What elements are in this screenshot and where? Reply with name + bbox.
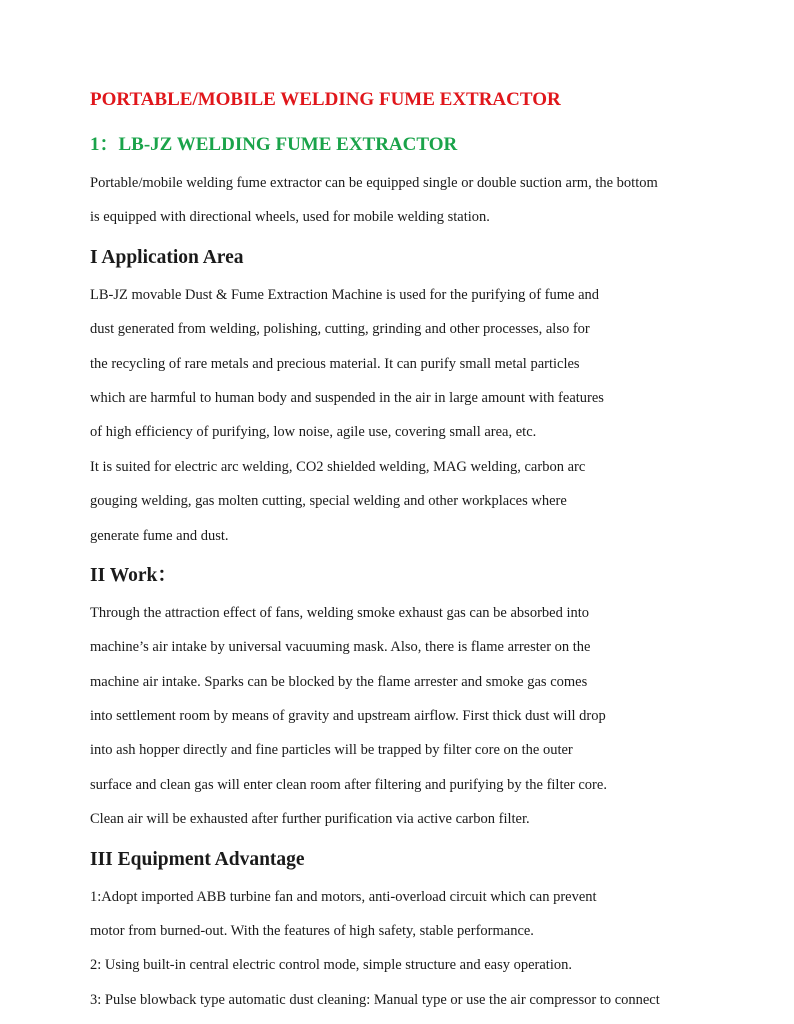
paragraph-line: the recycling of rare metals and precious material. It can purify small metal particles xyxy=(90,355,580,372)
paragraph-line: which are harmful to human body and suspended in the air in large amount with features xyxy=(90,389,604,406)
paragraph-line: machine air intake. Sparks can be blocked by the flame arrester and smoke gas comes xyxy=(90,673,588,690)
section-heading: II Work： xyxy=(90,564,177,586)
paragraph-line: into ash hopper directly and fine particles will be trapped by filter core on the outer xyxy=(90,742,573,759)
paragraph-line: LB-JZ movable Dust & Fume Extraction Machine is used for the purifying of fume and xyxy=(90,286,600,303)
intro-paragraph xyxy=(90,166,730,235)
section-equipment-advantage xyxy=(90,840,730,1018)
section-heading: III Equipment Advantage xyxy=(90,848,305,870)
paragraph-line: machine’s air intake by universal vacuuming mask. Also, there is flame arrester on the xyxy=(90,639,591,656)
paragraph-line: 2: Using built-in central electric control mode, simple structure and easy operation. xyxy=(90,957,572,974)
document-page xyxy=(90,86,730,1017)
paragraph-line: 3: Pulse blowback type automatic dust cleaning: Manual type or use the air compressor to connect xyxy=(90,991,660,1008)
paragraph-line: into settlement room by means of gravity and upstream airflow. First thick dust will drop xyxy=(90,708,606,725)
intro-line: is equipped with directional wheels, used for mobile welding station. xyxy=(90,209,490,226)
paragraph-line: surface and clean gas will enter clean room after filtering and purifying by the filter core. xyxy=(90,776,607,793)
document-title: PORTABLE/MOBILE WELDING FUME EXTRACTOR xyxy=(90,89,561,110)
paragraph-line: motor from burned-out. With the features of high safety, stable performance. xyxy=(90,923,534,940)
paragraph-line: generate fume and dust. xyxy=(90,527,229,544)
section-work xyxy=(90,556,730,837)
paragraph-line: 1:Adopt imported ABB turbine fan and motors, anti-overload circuit which can prevent xyxy=(90,888,597,905)
paragraph-line: It is suited for electric arc welding, CO2 shielded welding, MAG welding, carbon arc xyxy=(90,458,586,475)
product-title: 1：LB-JZ WELDING FUME EXTRACTOR xyxy=(90,134,458,155)
section-application-area xyxy=(90,238,730,553)
paragraph-line: gouging welding, gas molten cutting, special welding and other workplaces where xyxy=(90,493,567,510)
paragraph-line: Clean air will be exhausted after further purification via active carbon filter. xyxy=(90,811,530,828)
paragraph-line: dust generated from welding, polishing, cutting, grinding and other processes, also for xyxy=(90,321,590,338)
intro-line: Portable/mobile welding fume extractor can be equipped single or double suction arm, the bottom xyxy=(90,175,658,191)
paragraph-line: of high efficiency of purifying, low noise, agile use, covering small area, etc. xyxy=(90,424,537,441)
section-heading: I Application Area xyxy=(90,246,244,268)
paragraph-line: Through the attraction effect of fans, welding smoke exhaust gas can be absorbed into xyxy=(90,604,590,621)
